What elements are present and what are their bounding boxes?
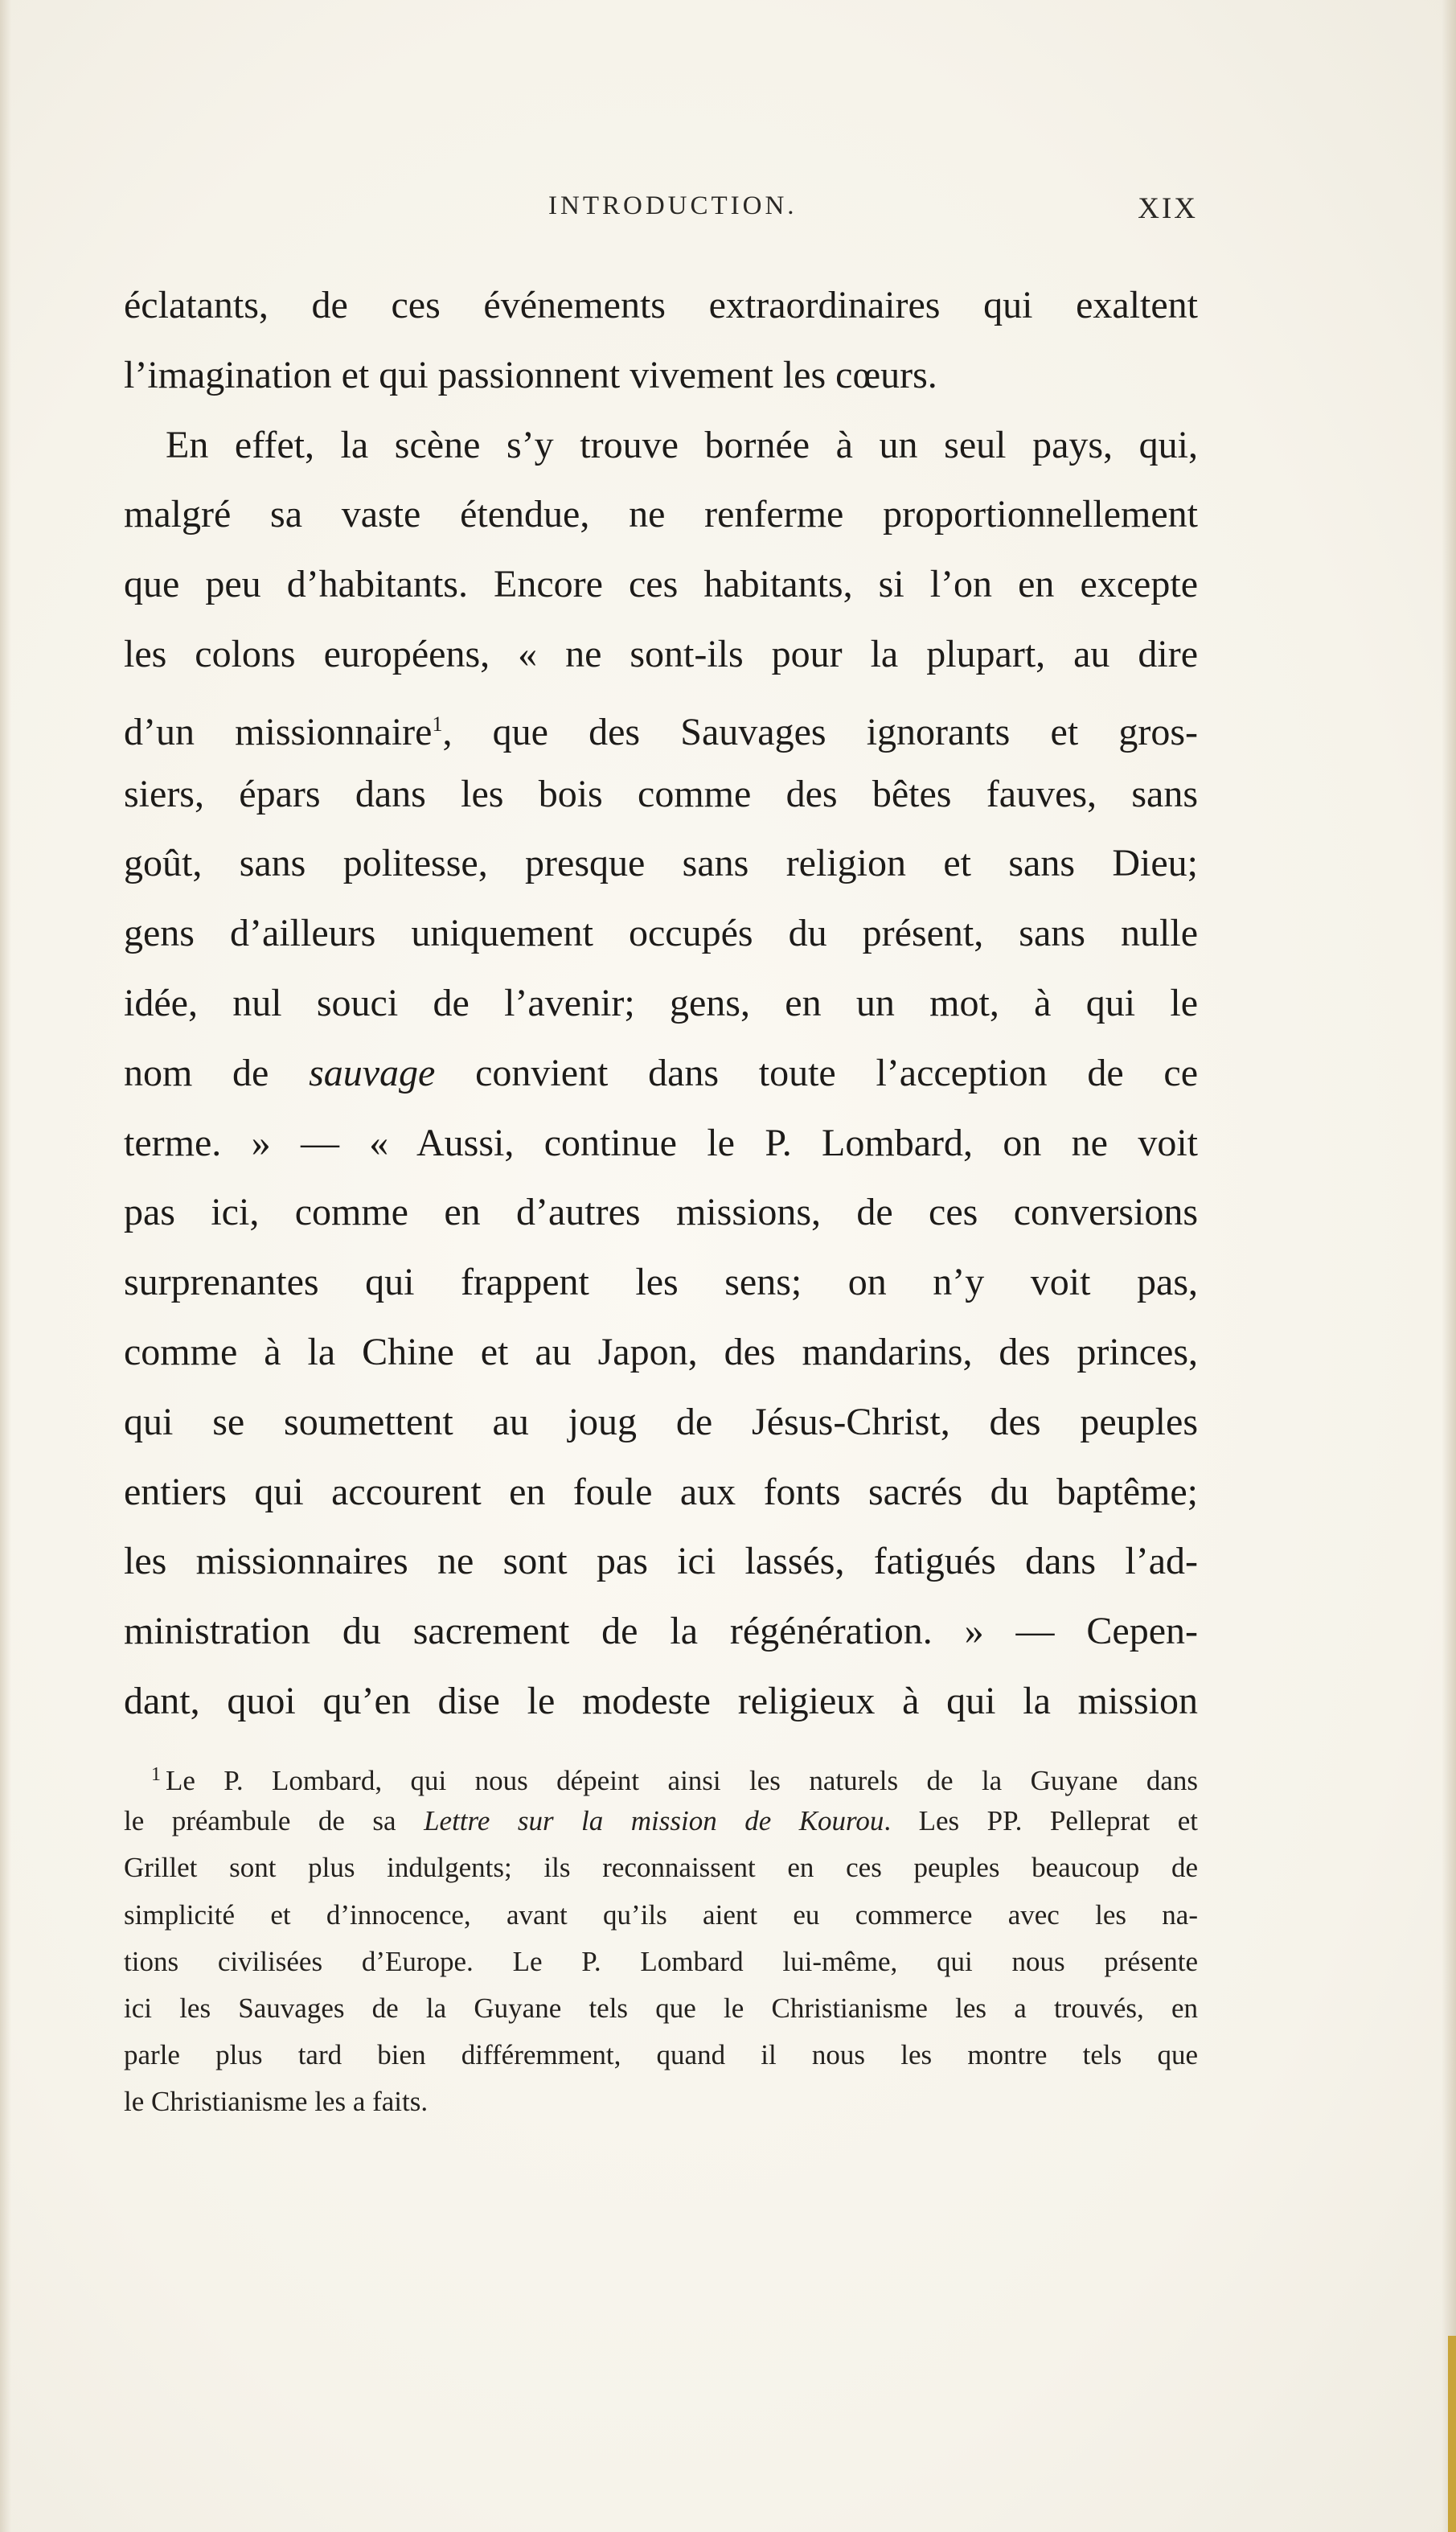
footnote-text: . Les PP. Pelleprat et [884,1805,1199,1837]
footnote-italic-title: Lettre sur la mission de Kourou [424,1805,884,1837]
footnote-line: tions civilisées d’Europe. Le P. Lombard lui-même, qui nous présente [124,1945,1198,1977]
page-gutter-shadow [0,0,11,2532]
body-line-with-italic [124,1039,1198,1109]
footnote-line: simplicité et d’innocence, avant qu’ils aient eu commerce avec les na- [124,1898,1198,1931]
page-edge-tab [1448,2336,1456,2532]
body-line: l’imagination et qui passionnent vivement les cœurs. [124,353,937,396]
page-number: XIX [1138,192,1198,225]
body-line: les colons européens, « ne sont-ils pour la plupart, au dire [124,632,1198,675]
body-line: En effet, la scène s’y trouve bornée à un seul pays, qui, [166,423,1198,466]
body-line: surprenantes qui frappent les sens; on n’y voit pas, [124,1261,1198,1304]
running-title: INTRODUCTION. [548,191,798,220]
running-head [124,187,1198,235]
footnote-line: le Christianisme les a faits. [124,2086,429,2118]
body-line: gens d’ailleurs uniquement occupés du présent, sans nulle [124,912,1198,955]
body-text [124,271,1198,1737]
body-line: siers, épars dans les bois comme des bêtes fauves, sans [124,772,1198,815]
footnote-line: ici les Sauvages de la Guyane tels que le Christianisme les a trouvés, en [124,1992,1198,2024]
body-line: idée, nul souci de l’avenir; gens, en un mot, à qui le [124,981,1198,1024]
footnote-line [124,1751,1198,1798]
body-line: ministration du sacrement de la régénération. » — Cepen- [124,1610,1198,1653]
body-line: pas ici, comme en d’autres missions, de ces conversions [124,1191,1198,1234]
body-line: malgré sa vaste étendue, ne renferme proportionnellement [124,493,1198,536]
body-line: que peu d’habitants. Encore ces habitants, si l’on en excepte [124,563,1198,606]
footnote-text: Le P. Lombard, qui nous dépeint ainsi les naturels de la Guyane dans [166,1765,1198,1796]
body-line: comme à la Chine et au Japon, des mandarins, des princes, [124,1330,1198,1373]
line-text: nom de [124,1051,310,1094]
body-line: entiers qui accourent en foule aux fonts sacrés du baptême; [124,1470,1198,1513]
body-line: terme. » — « Aussi, continue le P. Lombard, on ne voit [124,1121,1198,1164]
body-line: qui se soumettent au joug de Jésus-Christ, des peuples [124,1400,1198,1443]
body-line: goût, sans politesse, presque sans religion et sans Dieu; [124,842,1198,885]
footnote-block [124,1751,1198,2126]
footnote-line: parle plus tard bien différemment, quand il nous les montre tels que [124,2039,1198,2071]
page-edge-shadow [1442,0,1456,2532]
line-text: , que des Sauvages ignorants et gros- [442,710,1198,753]
footnote-reference[interactable]: 1 [432,712,443,736]
body-line: les missionnaires ne sont pas ici lassés, fatigués dans l’ad- [124,1540,1198,1583]
footnote-mark: 1 [151,1764,161,1785]
italic-word: sauvage [309,1051,436,1094]
line-text: convient dans toute l’acception de ce [435,1051,1198,1094]
footnote-text: le préambule de sa [124,1805,424,1837]
body-line: éclatants, de ces événements extraordinaires qui exaltent [124,284,1198,326]
footnote-line [124,1798,1198,1845]
footnote-line: Grillet sont plus indulgents; ils reconnaissent en ces peuples beaucoup de [124,1852,1198,1884]
line-text: d’un missionnaire [124,710,433,753]
body-line-with-note [124,690,1198,760]
body-line: dant, quoi qu’en dise le modeste religieux à qui la mission [124,1679,1198,1722]
